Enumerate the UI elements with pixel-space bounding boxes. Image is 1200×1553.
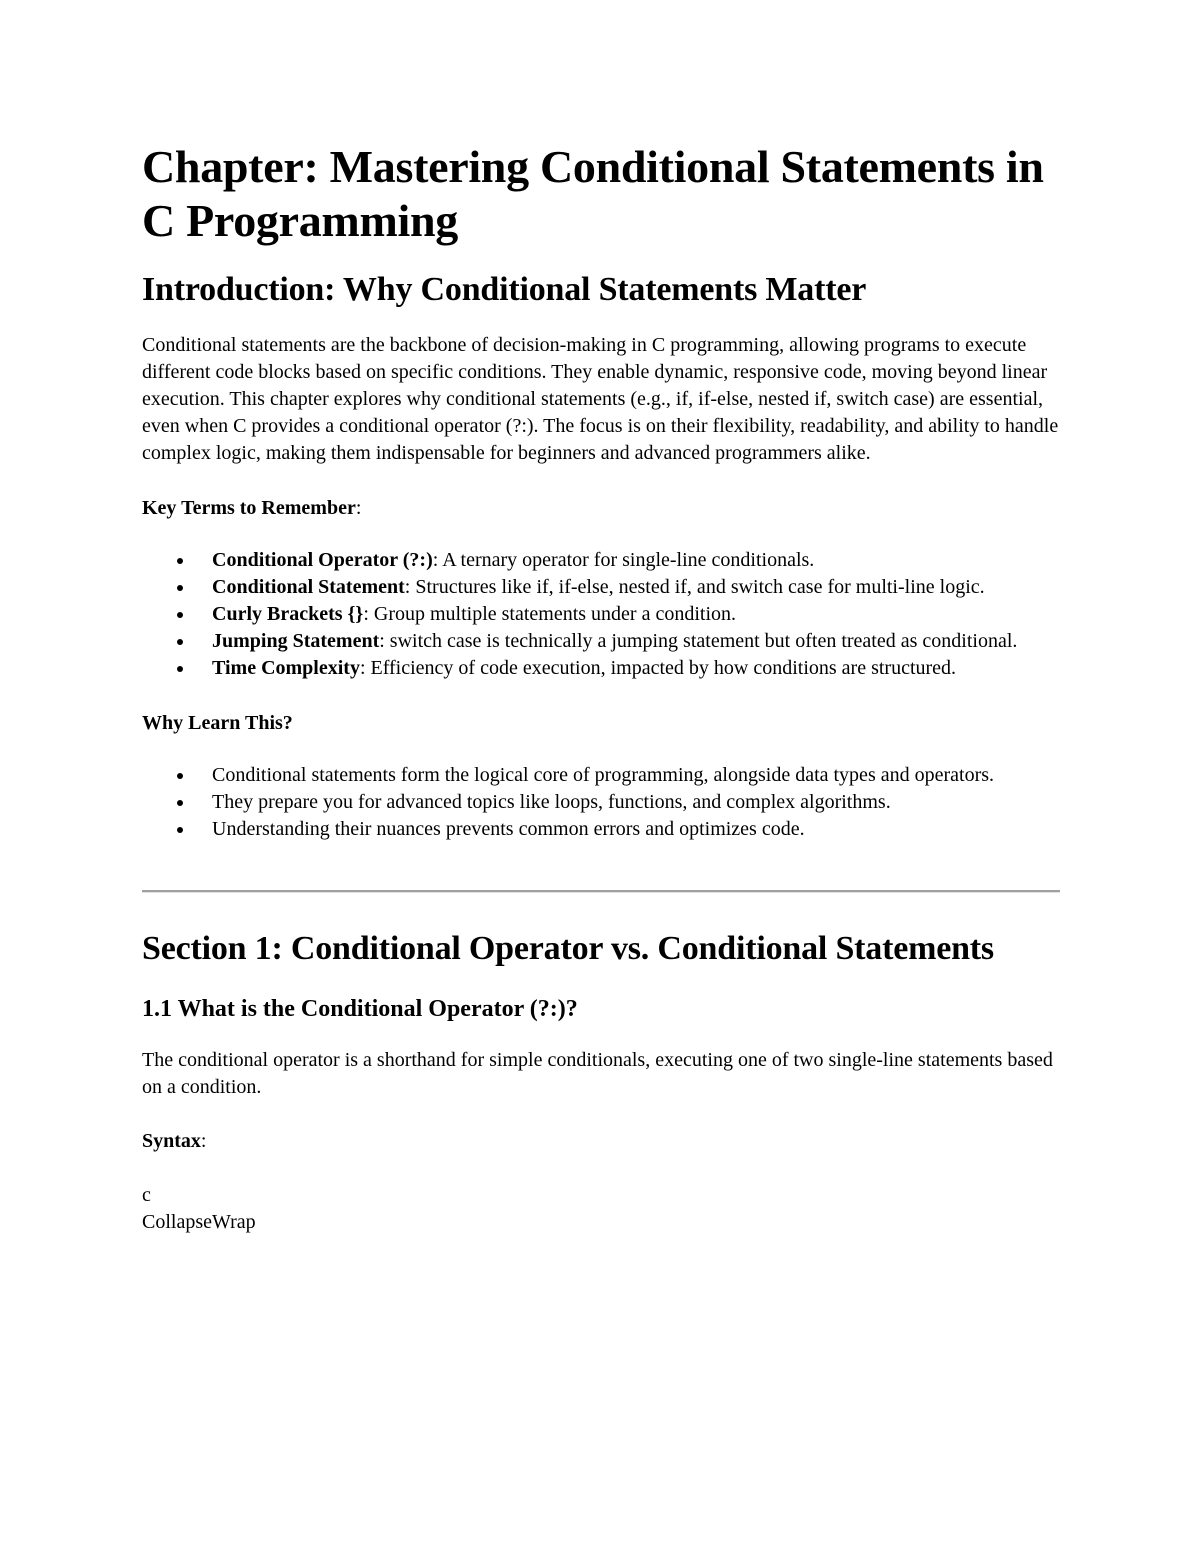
syntax-label: [142, 1128, 1062, 1155]
section-divider: [142, 890, 1060, 893]
document-page: [142, 140, 1062, 1236]
intro-paragraph: Conditional statements are the backbone of decision-making in C programming, allowing programs to execute different code blocks based on specific conditions. They enable dynamic, responsive code, moving beyond linear execution. This chapter explores why conditional statements (e.g., if, if-else, nested if, switch case) are essential, even when C provides a conditional operator (?:). The focus is on their flexibility, readability, and ability to handle complex logic, making them indispensable for beginners and advanced programmers alike.: [142, 334, 1059, 464]
term-name: Curly Brackets {}: [212, 603, 364, 625]
code-collapse-wrap-controls[interactable]: CollapseWrap: [142, 1211, 256, 1233]
why-learn-label: [142, 710, 1062, 737]
term-name: Time Complexity: [212, 657, 360, 679]
term-name: Conditional Operator (?:): [212, 549, 433, 571]
list-item: [212, 574, 1062, 601]
list-item: Conditional statements form the logical core of programming, alongside data types and operators.: [212, 762, 1062, 789]
key-terms-list: [142, 547, 1062, 682]
term-name: Conditional Statement: [212, 576, 405, 598]
term-description: : switch case is technically a jumping statement but often treated as conditional.: [379, 630, 1018, 652]
why-learn-label-text: Why Learn This?: [142, 712, 293, 734]
term-description: : Structures like if, if-else, nested if, and switch case for multi-line logic.: [404, 576, 985, 598]
term-description: : Efficiency of code execution, impacted by how conditions are structured.: [359, 657, 957, 679]
section1-heading: Section 1: Conditional Operator vs. Conditional Statements: [142, 930, 994, 967]
intro-heading: Introduction: Why Conditional Statements Matter: [142, 271, 867, 308]
key-terms-label-text: Key Terms to Remember: [142, 497, 356, 519]
key-terms-label: [142, 495, 1062, 522]
code-language-label: c: [142, 1184, 151, 1206]
syntax-label-colon: :: [200, 1130, 207, 1152]
section1-paragraph: The conditional operator is a shorthand for simple conditionals, executing one of two single-line statements based on a condition.: [142, 1049, 1053, 1098]
list-item: [212, 628, 1062, 655]
chapter-title: Chapter: Mastering Conditional Statements in C Programming: [142, 141, 1044, 246]
list-item: Understanding their nuances prevents common errors and optimizes code.: [212, 816, 1062, 843]
term-description: : Group multiple statements under a condition.: [363, 603, 737, 625]
list-item: [212, 547, 1062, 574]
list-item: [212, 655, 1062, 682]
why-learn-list: [142, 762, 1062, 843]
list-item: They prepare you for advanced topics like loops, functions, and complex algorithms.: [212, 789, 1062, 816]
syntax-label-text: Syntax: [142, 1130, 201, 1152]
list-item: [212, 601, 1062, 628]
term-description: : A ternary operator for single-line conditionals.: [432, 549, 815, 571]
term-name: Jumping Statement: [212, 630, 380, 652]
section1-subheading: 1.1 What is the Conditional Operator (?:)?: [142, 996, 578, 1022]
key-terms-label-colon: :: [355, 497, 362, 519]
